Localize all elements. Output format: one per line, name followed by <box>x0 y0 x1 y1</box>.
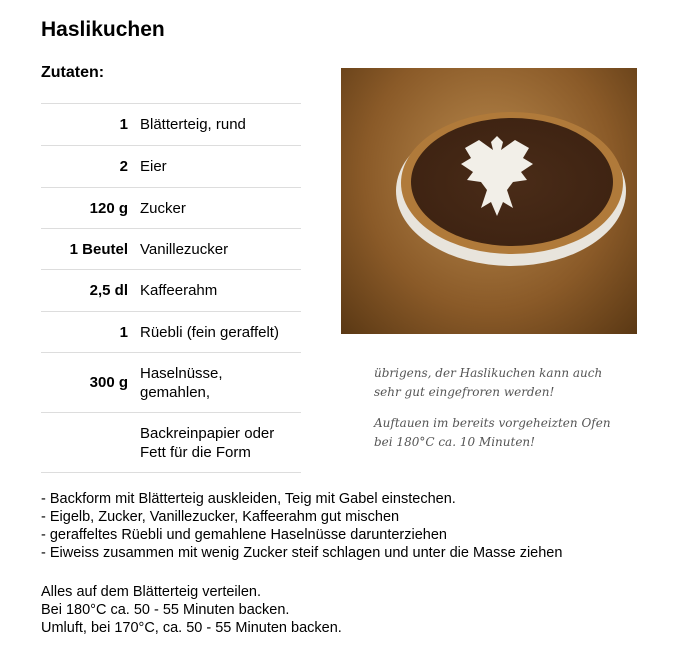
freezing-note: übrigens, der Haslikuchen kann auch sehr gut eingefroren werden! <box>374 366 603 399</box>
ingredient-row <box>41 270 301 312</box>
ingredients-table <box>41 103 301 473</box>
ingredient-name: Rüebli (fein geraffelt) <box>140 323 279 341</box>
ingredient-qty: 1 <box>119 116 128 133</box>
ingredient-row <box>41 312 301 353</box>
ingredients-heading: Zutaten: <box>41 64 105 81</box>
step: - geraffeltes Rüebli und gemahlene Haselnüsse darunterziehen <box>41 527 447 543</box>
step: - Eigelb, Zucker, Vanillezucker, Kaffeerahm gut mischen <box>41 509 400 525</box>
ingredient-name: Haselnüsse, gemahlen, <box>140 364 223 401</box>
baking-line: Umluft, bei 170°C, ca. 50 - 55 Minuten backen. <box>41 620 342 636</box>
step: - Eiweiss zusammen mit wenig Zucker steif schlagen und unter die Masse ziehen <box>41 545 563 561</box>
ingredient-qty: 2,5 dl <box>89 282 128 299</box>
ingredient-row <box>41 146 301 188</box>
thawing-note: Auftauen im bereits vorgeheizten Ofen bei 180°C ca. 10 Minuten! <box>374 416 611 449</box>
ingredient-qty: 1 Beutel <box>69 240 128 258</box>
eagle-icon <box>457 128 537 223</box>
baking-line: Bei 180°C ca. 50 - 55 Minuten backen. <box>41 602 290 618</box>
ingredient-qty: 300 g <box>89 374 128 391</box>
ingredient-row <box>41 188 301 229</box>
ingredient-row <box>41 413 301 473</box>
ingredient-row <box>41 104 301 146</box>
ingredient-name: Backreinpapier oder Fett für die Form <box>140 424 275 461</box>
recipe-title: Haslikuchen <box>41 18 165 41</box>
haslikuchen-photo <box>341 68 637 334</box>
baking-line: Alles auf dem Blätterteig verteilen. <box>41 584 262 600</box>
ingredient-qty: 1 <box>119 323 128 341</box>
ingredient-qty: 2 <box>119 158 128 175</box>
ingredient-name: Zucker <box>140 199 186 217</box>
ingredient-row <box>41 229 301 270</box>
ingredient-qty: 120 g <box>89 199 128 217</box>
baking-instructions <box>41 583 342 637</box>
ingredient-name: Eier <box>140 158 167 175</box>
step: - Backform mit Blätterteig auskleiden, Teig mit Gabel einstechen. <box>41 491 456 507</box>
preparation-steps <box>41 490 562 562</box>
ingredient-name: Kaffeerahm <box>140 282 218 299</box>
ingredient-name: Vanillezucker <box>140 240 229 258</box>
ingredient-row <box>41 353 301 413</box>
ingredient-name: Blätterteig, rund <box>140 116 246 133</box>
